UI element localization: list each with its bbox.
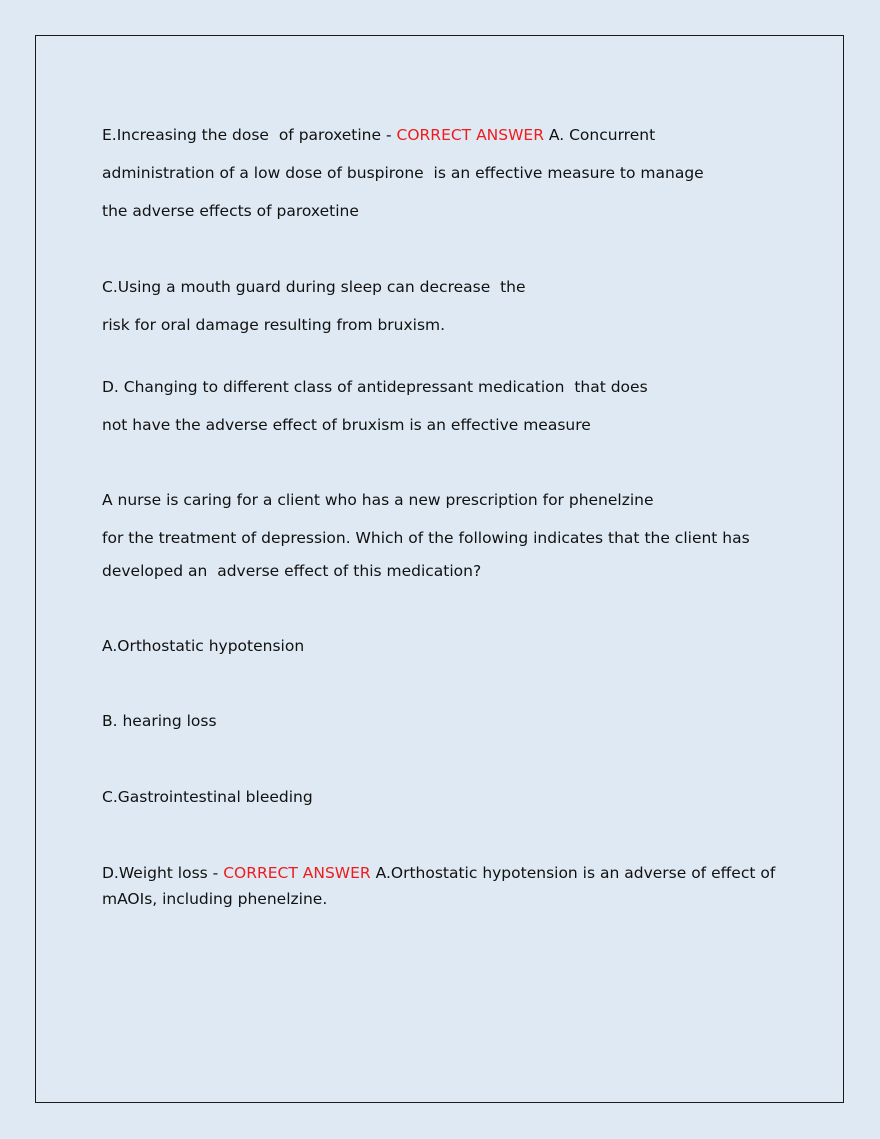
q1-answer-line3: the adverse effects of paroxetine bbox=[102, 202, 359, 220]
q1-c-line1: C.Using a mouth guard during sleep can decrease the bbox=[102, 278, 526, 296]
q2-option-d: D.Weight loss - bbox=[102, 864, 224, 882]
q1-answer-line2: administration of a low dose of buspirone is an effective measure to manage bbox=[102, 164, 704, 182]
q2-stem-line1: A nurse is caring for a client who has a new prescription for phenelzine bbox=[102, 491, 654, 509]
q1-answer-line1: A. Concurrent bbox=[544, 126, 656, 144]
q2-option-a: A.Orthostatic hypotension bbox=[102, 637, 305, 655]
q2-option-d-line bbox=[102, 862, 775, 884]
q2-stem-line2: for the treatment of depression. Which of the following indicates that the client has bbox=[102, 529, 750, 547]
q1-option-e-line bbox=[102, 124, 655, 146]
q2-correct-answer-label: CORRECT ANSWER bbox=[223, 864, 371, 882]
q2-rationale-line2: mAOIs, including phenelzine. bbox=[102, 890, 328, 908]
q1-option-e: E.Increasing the dose of paroxetine - bbox=[102, 126, 397, 144]
q2-stem-line3: developed an adverse effect of this medication? bbox=[102, 562, 482, 580]
q2-option-c: C.Gastrointestinal bleeding bbox=[102, 788, 313, 806]
q1-correct-answer-label: CORRECT ANSWER bbox=[396, 126, 544, 144]
q1-c-line2: risk for oral damage resulting from bruxism. bbox=[102, 316, 446, 334]
q2-rationale-line1: A.Orthostatic hypotension is an adverse of effect of bbox=[370, 864, 776, 882]
q1-d-line1: D. Changing to different class of antidepressant medication that does bbox=[102, 378, 648, 396]
q1-d-line2: not have the adverse effect of bruxism is an effective measure bbox=[102, 416, 591, 434]
q2-option-b: B. hearing loss bbox=[102, 712, 217, 730]
